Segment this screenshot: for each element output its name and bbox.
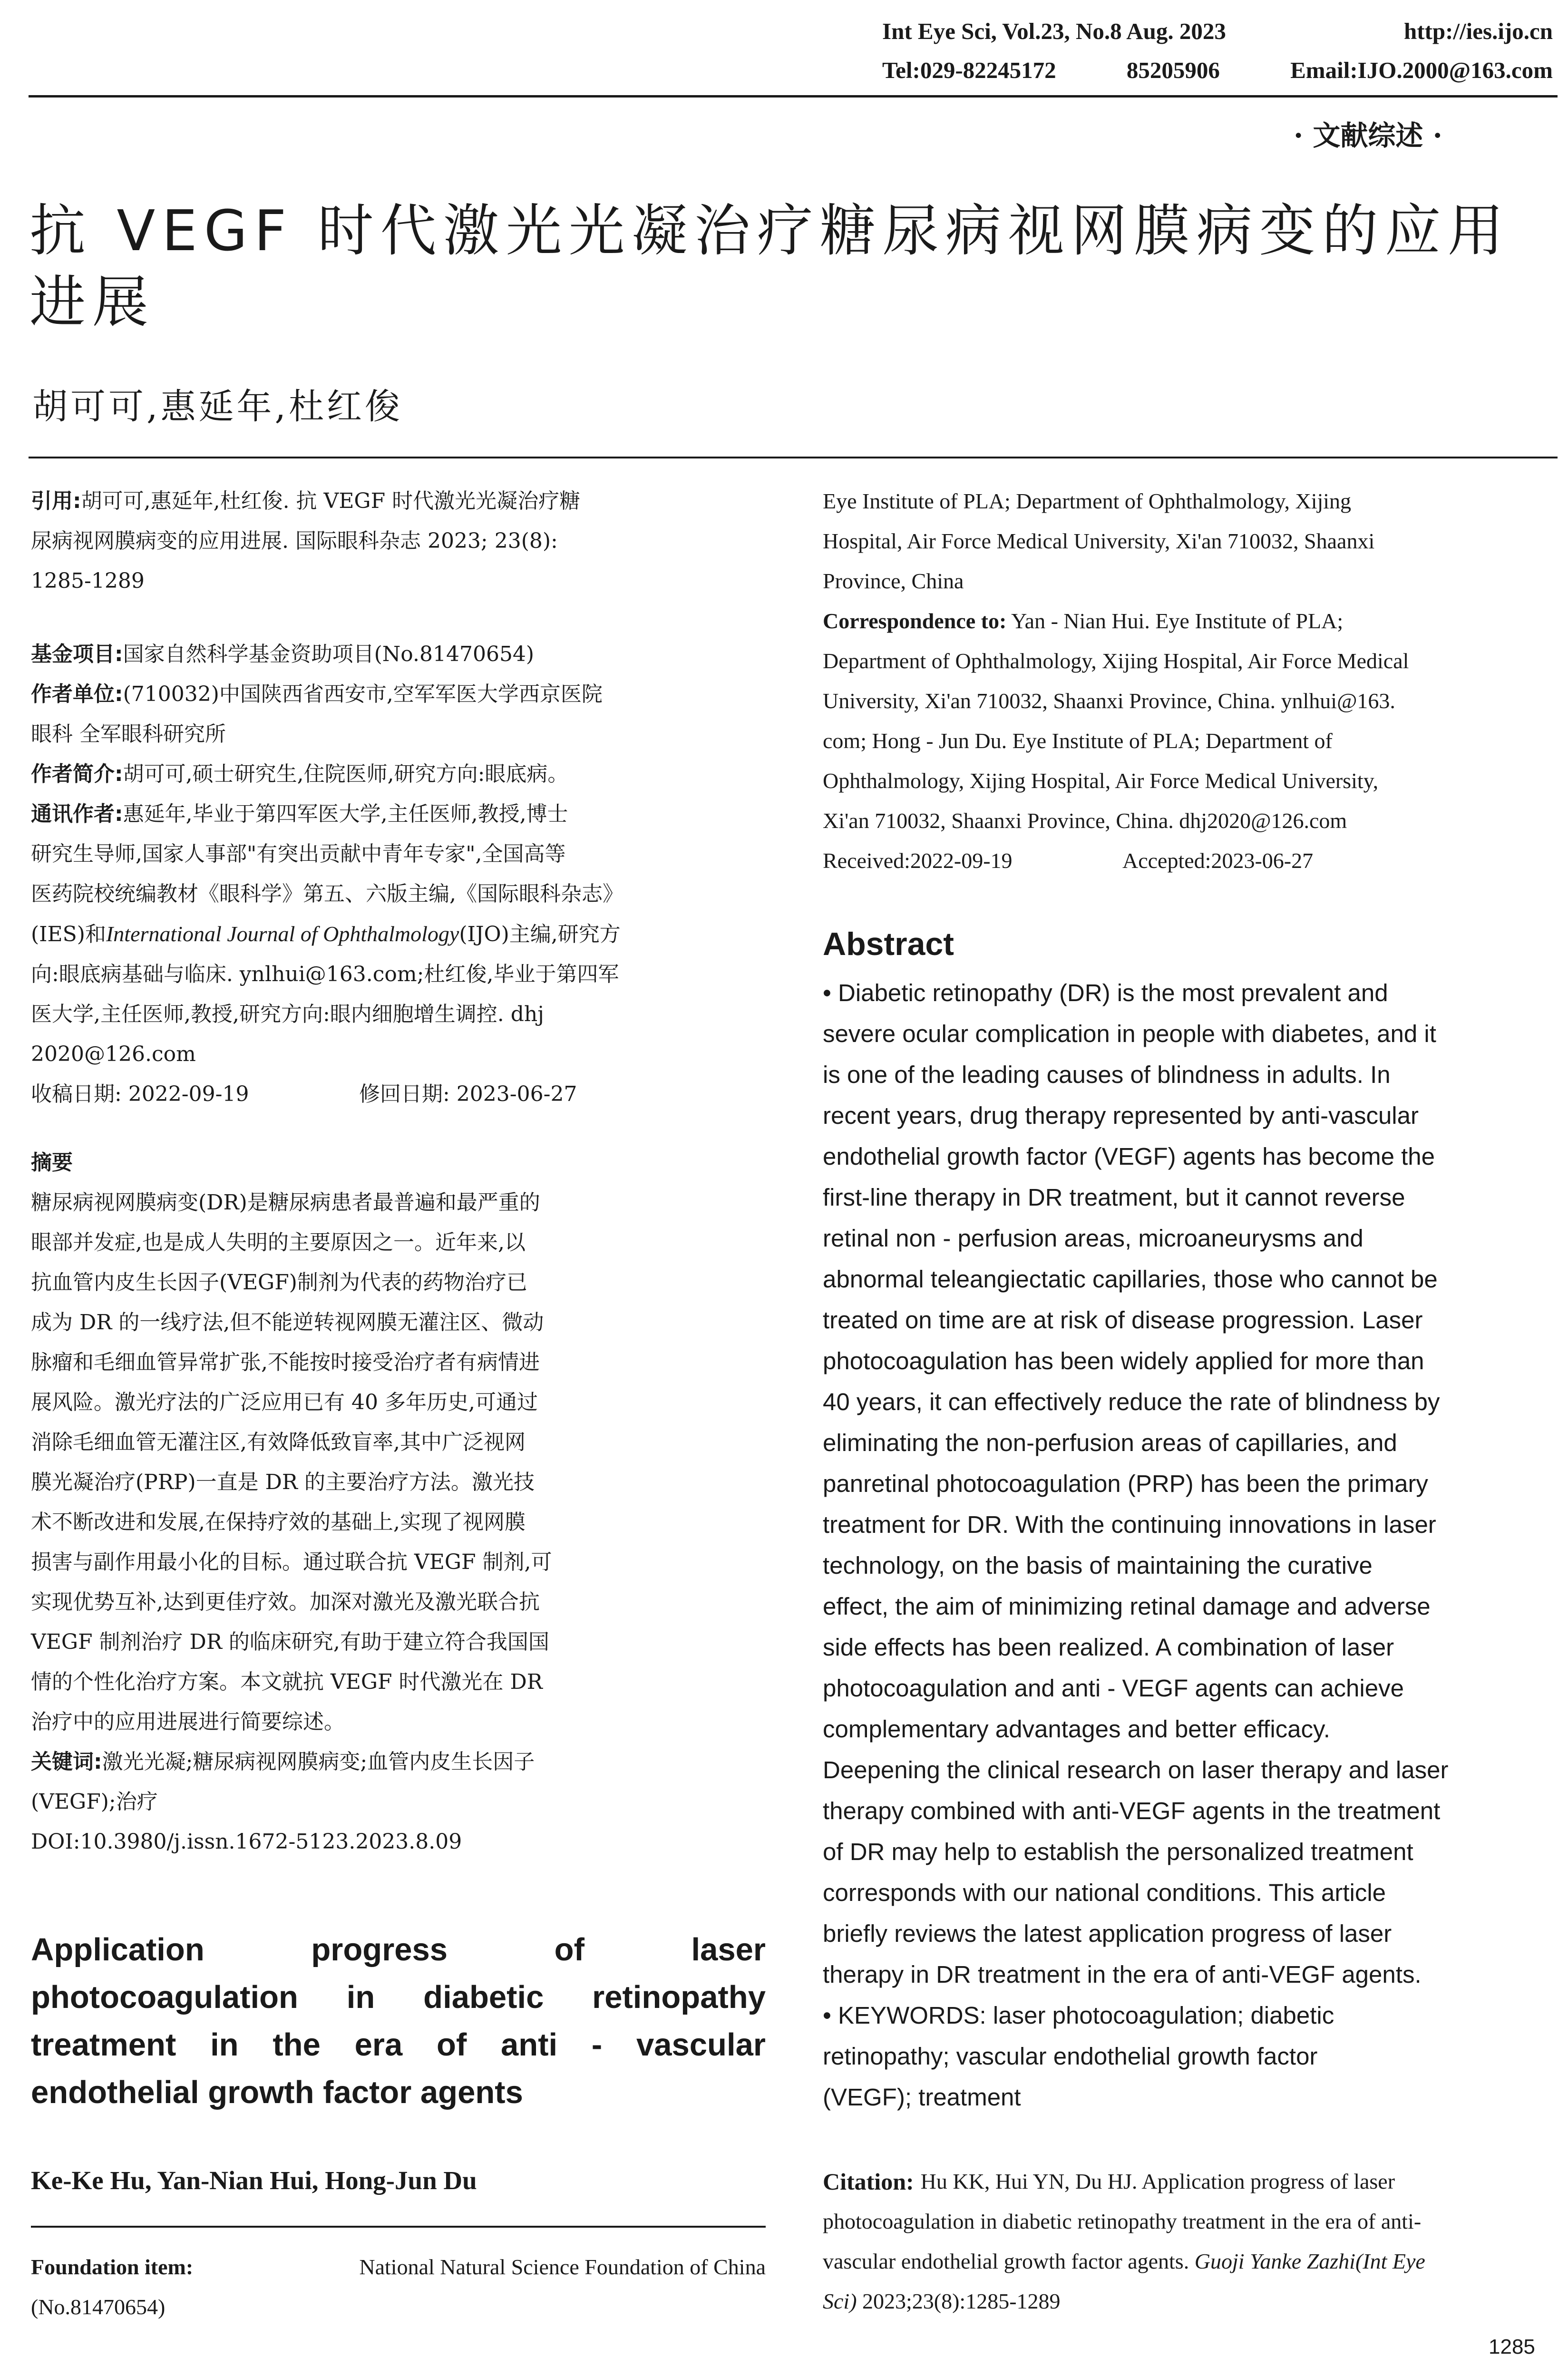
abstract-en-line: effect, the aim of minimizing retinal damage and adverse	[823, 1593, 1431, 1620]
received-en: Received:2022-09-19	[823, 848, 1013, 873]
abstract-line: 实现优势互补,达到更佳疗效。加深对激光及激光联合抗	[31, 1590, 540, 1614]
abstract-en-line: Deepening the clinical research on laser therapy and laser	[823, 1756, 1449, 1783]
running-header	[882, 12, 1553, 90]
abstract-en-line: • Diabetic retinopathy (DR) is the most prevalent and	[823, 979, 1388, 1006]
citation-en-3b: Guoji Yanke Zazhi(Int Eye	[1194, 2249, 1425, 2273]
abstract-line: 情的个性化治疗方案。本文就抗 VEGF 时代激光在 DR	[31, 1670, 543, 1694]
correspondence-label: Correspondence to:	[823, 609, 1007, 633]
fund-label: 基金项目:	[31, 642, 123, 666]
abstract-en-line: photocoagulation and anti - VEGF agents can achieve	[823, 1675, 1404, 1702]
citation-text-3: 1285-1289	[31, 569, 145, 593]
abstract-en-line: briefly reviews the latest application progress of laser	[823, 1920, 1392, 1947]
journal-line	[882, 12, 1553, 51]
citation-en-2: photocoagulation in diabetic retinopathy treatment in the era of anti-	[823, 2209, 1422, 2233]
citation-en-4	[823, 2281, 1555, 2321]
keywords-en-line-2: retinopathy; vascular endothelial growth factor	[823, 2043, 1318, 2070]
abstract-en-line: of DR may help to establish the personalized treatment	[823, 1838, 1413, 1865]
corr-text-5: 向:眼底病基础与临床. ynlhui@163.com;杜红俊,毕业于第四军	[31, 962, 619, 986]
dates-en	[823, 841, 1555, 881]
abstract-line: 治疗中的应用进展进行简要综述。	[31, 1710, 345, 1734]
abstract-line: 抗血管内皮生长因子(VEGF)制剂为代表的药物治疗已	[31, 1270, 527, 1295]
corr-text-4c: (IJO)主编,研究方	[459, 922, 621, 946]
abstract-line: 消除毛细血管无灌注区,有效降低致盲率,其中广泛视网	[31, 1430, 526, 1454]
citation-cn	[31, 481, 766, 601]
abstract-en-line: complementary advantages and better efficacy.	[823, 1715, 1330, 1743]
unit-text-1: (710032)中国陕西省西安市,空军军医大学西京医院	[123, 682, 603, 706]
journal-issue: Int Eye Sci, Vol.23, No.8 Aug. 2023	[882, 18, 1226, 44]
corr-cn	[31, 794, 766, 834]
abstract-en-line: corresponds with our national conditions. This article	[823, 1879, 1386, 1906]
journal-email: Email:IJO.2000@163.com	[1290, 57, 1553, 83]
journal-tel: Tel:029-82245172	[882, 57, 1056, 83]
en-title-line-3: treatment in the era of anti - vascular	[31, 2027, 766, 2063]
abstract-en-line: recent years, drug therapy represented by anti-vascular	[823, 1102, 1419, 1129]
corr-text-4a: (IES)和	[31, 922, 106, 946]
affil-line-3: Province, China	[823, 569, 964, 593]
abstract-en-last-line: therapy in DR treatment in the era of anti-VEGF agents.	[823, 1961, 1422, 1988]
abstract-en-line: treated on time are at risk of disease progression. Laser	[823, 1306, 1423, 1334]
foundation-text-1: National Natural Science Foundation of China	[359, 2255, 766, 2279]
title-line-1: 抗 VEGF 时代激光光凝治疗糖尿病视网膜病变的应用	[29, 198, 1510, 263]
correspondence-line: Department of Ophthalmology, Xijing Hospital, Air Force Medical	[823, 649, 1409, 673]
correspondence-line: Xi'an 710032, Shaanxi Province, China. dhj2020@126.com	[823, 809, 1347, 833]
en-title-line-1: Application progress of laser	[31, 1932, 766, 1968]
revised-cn: 修回日期: 2023-06-27	[359, 1082, 577, 1106]
abstract-en-line: is one of the leading causes of blindness in adults. In	[823, 1061, 1391, 1088]
dates-cn	[31, 1074, 766, 1114]
abstract-line: 眼部并发症,也是成人失明的主要原因之一。近年来,以	[31, 1230, 526, 1255]
abstract-line: 展风险。激光疗法的广泛应用已有 40 多年历史,可通过	[31, 1390, 538, 1414]
citation-en-4b: 2023;23(8):1285-1289	[862, 2289, 1061, 2313]
unit-text-2: 眼科 全军眼科研究所	[31, 722, 226, 746]
keywords-label-cn: 关键词:	[31, 1750, 102, 1774]
english-authors: Ke-Ke Hu, Yan-Nian Hui, Hong-Jun Du	[31, 2166, 477, 2195]
abstract-heading-en: Abstract	[823, 926, 954, 962]
abstract-line: 脉瘤和毛细血管异常扩张,不能按时接受治疗者有病情进	[31, 1350, 540, 1374]
foundation-en	[31, 2247, 766, 2327]
accepted-en: Accepted:2023-06-27	[1122, 848, 1314, 873]
section-label: · 文献综述 ·	[1294, 119, 1442, 152]
title-line-2: 进展	[29, 269, 156, 335]
fund-cn	[31, 634, 766, 674]
contact-line	[882, 51, 1553, 90]
correspondence-line: Ophthalmology, Xijing Hospital, Air Force Medical University,	[823, 769, 1379, 793]
abstract-line: 膜光凝治疗(PRP)一直是 DR 的主要治疗方法。激光技	[31, 1470, 535, 1494]
keywords-cn	[31, 1742, 766, 1782]
citation-en-label: Citation:	[823, 2168, 914, 2195]
citation-en-4a: Sci)	[823, 2289, 857, 2313]
journal-tel2: 85205906	[1126, 57, 1220, 83]
unit-cn	[31, 674, 766, 714]
citation-text-1: 胡可可,惠延年,杜红俊. 抗 VEGF 时代激光光凝治疗糖	[81, 489, 581, 513]
citation-en	[823, 2162, 1555, 2321]
left-column	[31, 481, 766, 1862]
abstract-en-line: panretinal photocoagulation (PRP) has been the primary	[823, 1470, 1428, 1497]
en-title-line-2: photocoagulation in diabetic retinopathy	[31, 1979, 766, 2015]
bio-text: 胡可可,硕士研究生,住院医师,研究方向:眼底病。	[123, 762, 569, 786]
journal-url: http://ies.ijo.cn	[1403, 18, 1553, 44]
correspondence-en	[823, 601, 1555, 641]
correspondence-line: University, Xi'an 710032, Shaanxi Province, China. ynlhui@163.	[823, 689, 1395, 713]
abstract-en-line: first-line therapy in DR treatment, but it cannot reverse	[823, 1184, 1405, 1211]
abstract-en-line: severe ocular complication in people with diabetes, and it	[823, 1020, 1436, 1047]
abstract-en-line: abnormal teleangiectatic capillaries, those who cannot be	[823, 1266, 1438, 1293]
en-title-line-4: endothelial growth factor agents	[31, 2075, 523, 2110]
citation-en-1: Hu KK, Hui YN, Du HJ. Application progress of laser	[920, 2169, 1395, 2193]
article-title	[29, 195, 1561, 338]
foundation-text-2: (No.81470654)	[31, 2295, 166, 2319]
citation-text-2: 尿病视网膜病变的应用进展. 国际眼科杂志 2023; 23(8):	[31, 529, 558, 553]
bio-label: 作者简介:	[31, 762, 123, 786]
unit-label: 作者单位:	[31, 682, 123, 706]
doi: DOI:10.3980/j.issn.1672-5123.2023.8.09	[31, 1830, 462, 1854]
authors-cn: 胡可可,惠延年,杜红俊	[32, 386, 403, 427]
keywords-en-line-3: (VEGF); treatment	[823, 2084, 1021, 2111]
right-column-top	[823, 481, 1555, 881]
bio-cn	[31, 754, 766, 794]
correspondence-text-1: Yan - Nian Hui. Eye Institute of PLA;	[1011, 609, 1344, 633]
header-rule	[29, 95, 1558, 97]
affil-line-2: Hospital, Air Force Medical University, Xi'an 710032, Shaanxi	[823, 529, 1375, 553]
foundation-label: Foundation item:	[31, 2255, 194, 2279]
corr-text-4b: International Journal of Ophthalmology	[106, 922, 459, 946]
abstract-en-line: photocoagulation has been widely applied for more than	[823, 1347, 1424, 1374]
abstract-en-line: 40 years, it can effectively reduce the rate of blindness by	[823, 1388, 1440, 1415]
received-cn: 收稿日期: 2022-09-19	[31, 1082, 249, 1106]
page-number: 1285	[1489, 2335, 1535, 2358]
abstract-en-line: side effects has been realized. A combination of laser	[823, 1634, 1394, 1661]
abstract-body-en	[823, 973, 1555, 2118]
corr-text-3: 医药院校统编教材《眼科学》第五、六版主编,《国际眼科杂志》	[31, 882, 623, 906]
abstract-line: 糖尿病视网膜病变(DR)是糖尿病患者最普遍和最严重的	[31, 1190, 540, 1215]
corr-label: 通讯作者:	[31, 802, 123, 826]
citation-label: 引用:	[31, 489, 81, 513]
english-title	[31, 1926, 766, 2116]
citation-en-3a: vascular endothelial growth factor agents.	[823, 2249, 1189, 2273]
fund-text: 国家自然科学基金资助项目(No.81470654)	[123, 642, 535, 666]
abstract-heading-cn: 摘要	[31, 1150, 73, 1175]
corr-text-1: 惠延年,毕业于第四军医大学,主任医师,教授,博士	[123, 802, 568, 826]
abstract-line: 成为 DR 的一线疗法,但不能逆转视网膜无灌注区、微动	[31, 1310, 544, 1335]
abstract-line: VEGF 制剂治疗 DR 的临床研究,有助于建立符合我国国	[31, 1630, 549, 1654]
citation-en-3	[823, 2241, 1555, 2281]
abstract-en-line: treatment for DR. With the continuing innovations in laser	[823, 1511, 1436, 1538]
abstract-line: 损害与副作用最小化的目标。通过联合抗 VEGF 制剂,可	[31, 1550, 552, 1574]
authors-rule	[31, 2226, 766, 2228]
corr-text-4	[31, 914, 766, 955]
affil-line-1: Eye Institute of PLA; Department of Ophthalmology, Xijing	[823, 489, 1352, 513]
title-rule	[29, 457, 1558, 458]
keywords-text-1: 激光光凝;糖尿病视网膜病变;血管内皮生长因子	[102, 1750, 535, 1774]
correspondence-line: com; Hong - Jun Du. Eye Institute of PLA; Department of	[823, 729, 1333, 753]
abstract-en-line: technology, on the basis of maintaining the curative	[823, 1552, 1373, 1579]
abstract-en-line: eliminating the non-perfusion areas of capillaries, and	[823, 1429, 1397, 1456]
abstract-en-line: retinal non - perfusion areas, microaneurysms and	[823, 1225, 1363, 1252]
abstract-en-line: endothelial growth factor (VEGF) agents has become the	[823, 1143, 1435, 1170]
corr-text-2: 研究生导师,国家人事部"有突出贡献中青年专家",全国高等	[31, 842, 566, 866]
abstract-line: 术不断改进和发展,在保持疗效的基础上,实现了视网膜	[31, 1510, 526, 1534]
corr-text-7: 2020@126.com	[31, 1042, 196, 1066]
keywords-en-line-1: • KEYWORDS: laser photocoagulation; diabetic	[823, 2002, 1334, 2029]
abstract-en-line: therapy combined with anti-VEGF agents in the treatment	[823, 1797, 1441, 1824]
keywords-text-2: (VEGF);治疗	[31, 1790, 158, 1814]
corr-text-6: 医大学,主任医师,教授,研究方向:眼内细胞增生调控. dhj	[31, 1002, 544, 1026]
abstract-body-cn	[31, 1183, 766, 1742]
